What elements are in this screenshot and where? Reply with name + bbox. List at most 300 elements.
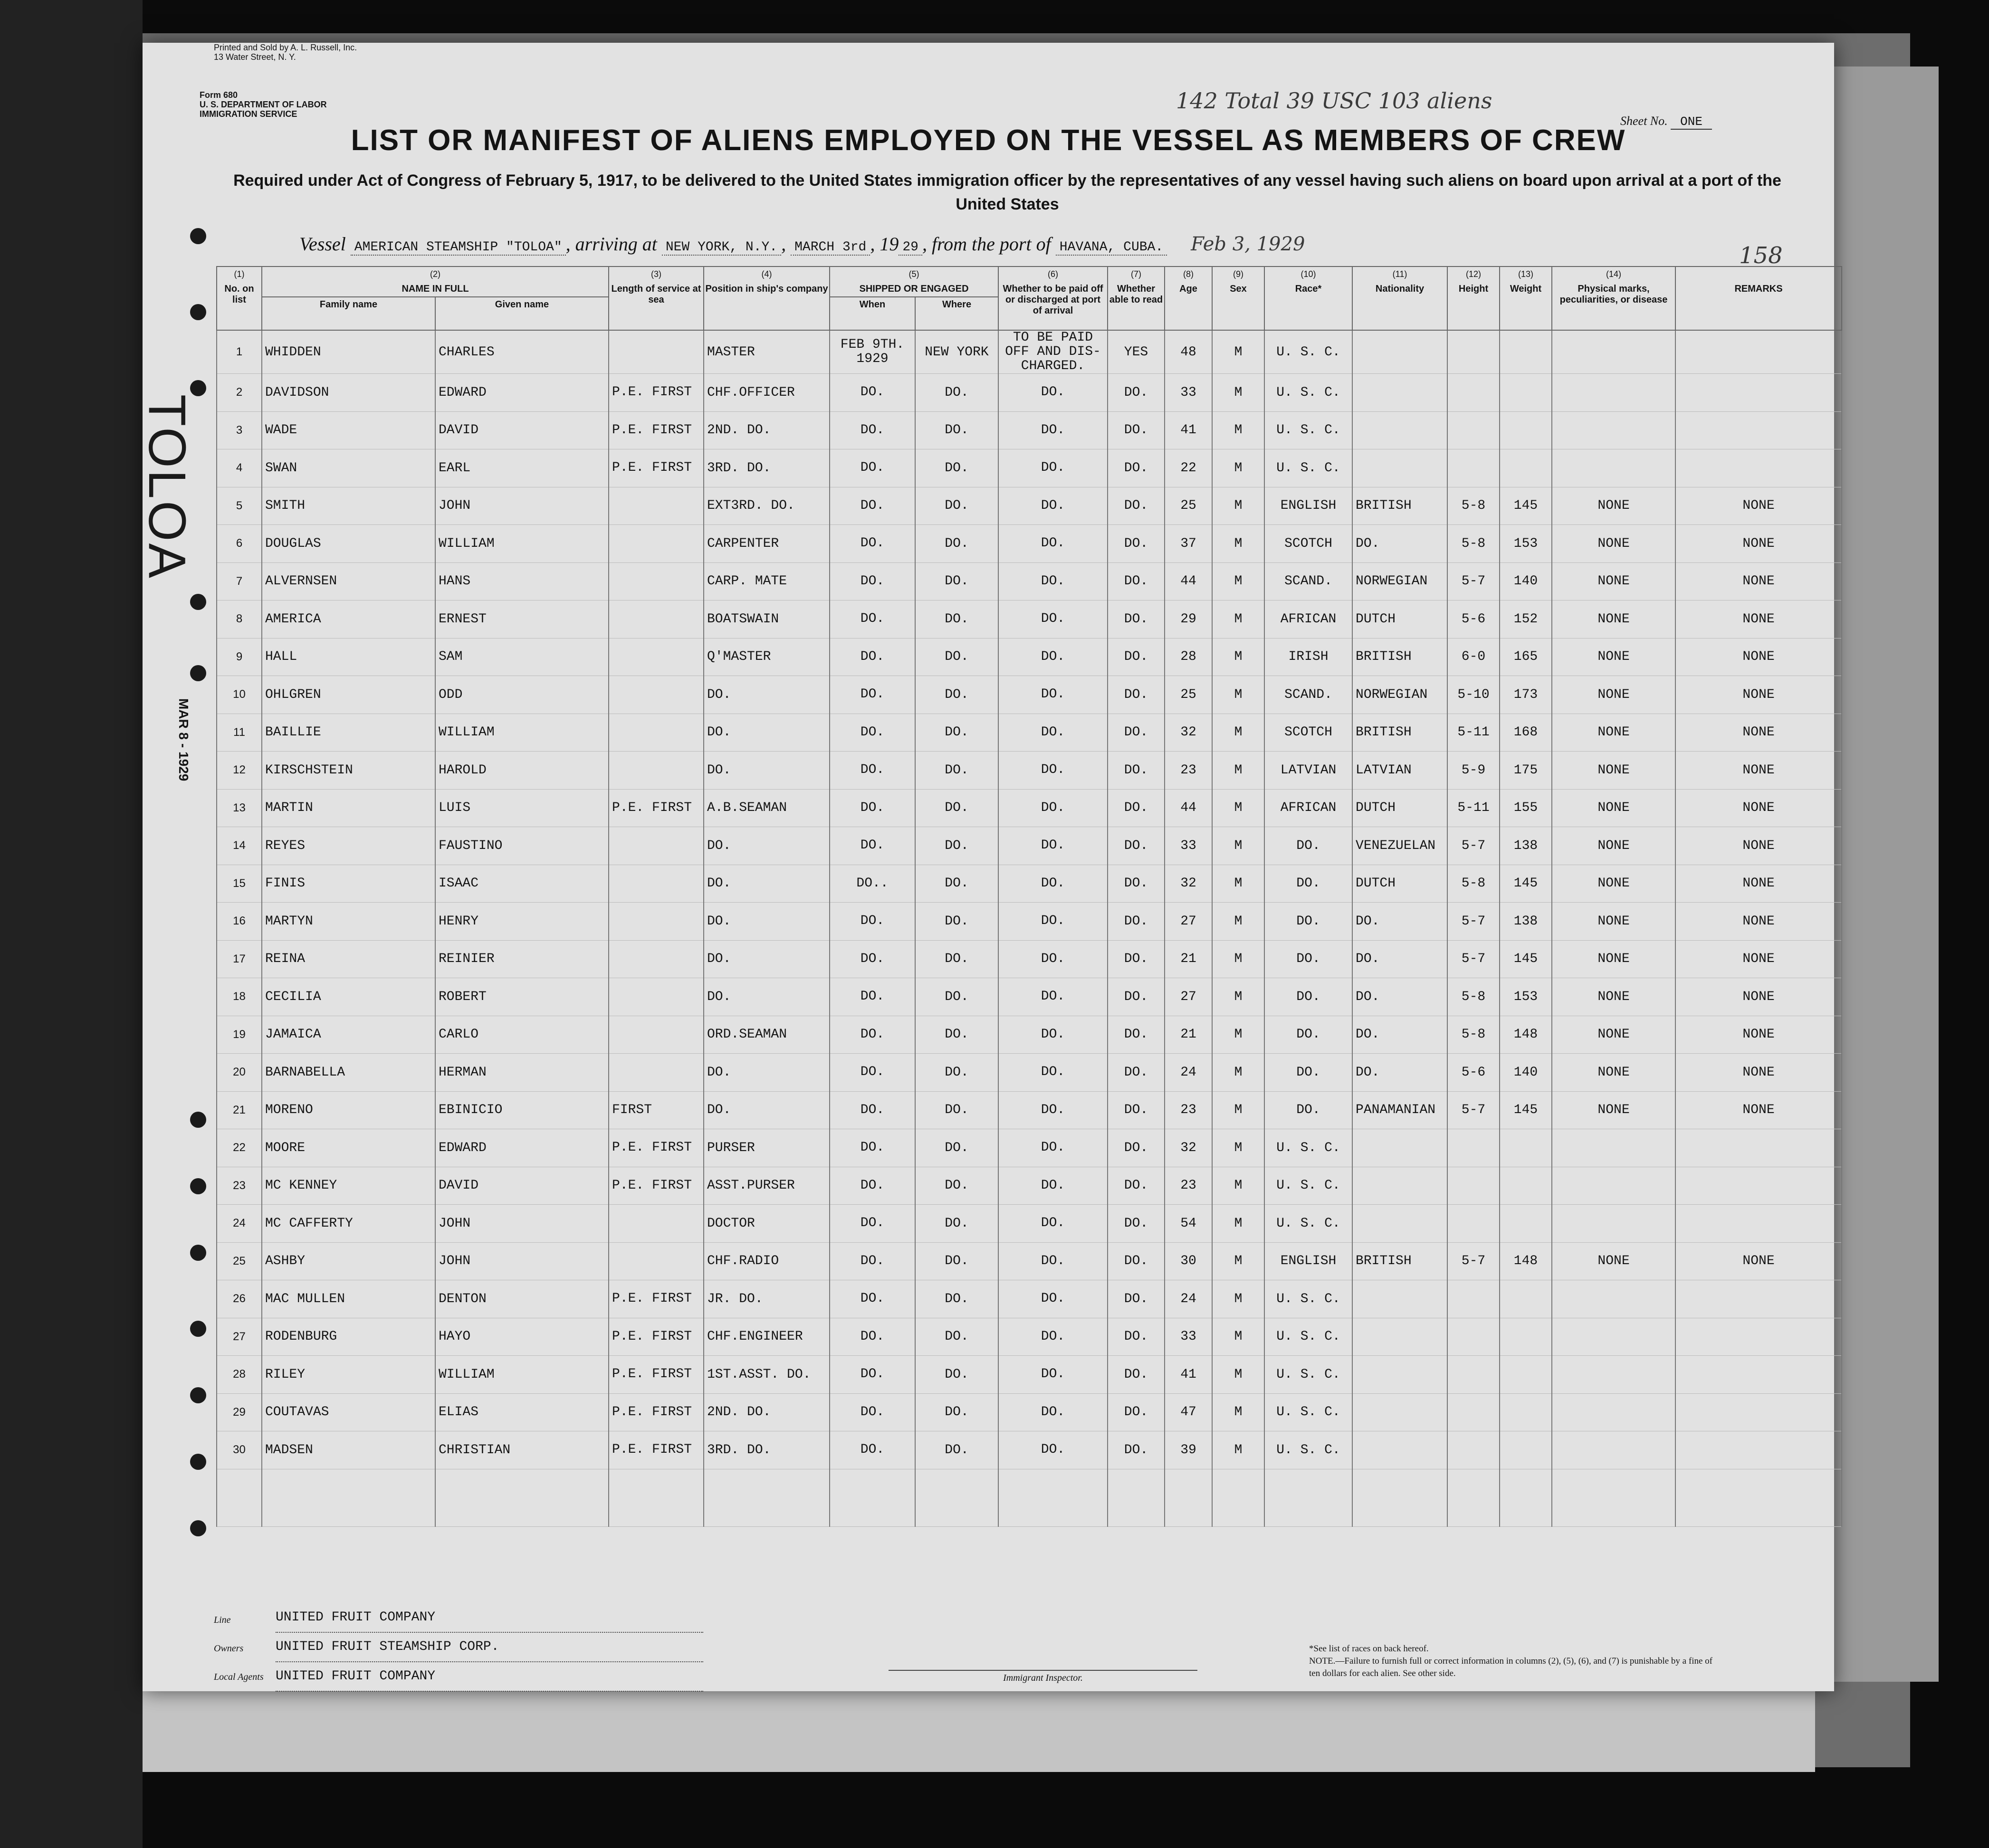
agents-label: Local Agents <box>214 1672 264 1682</box>
table-row <box>217 411 1842 449</box>
cell-paid: DO. <box>998 1016 1108 1054</box>
cell-given: DENTON <box>435 1280 609 1318</box>
cell-remarks <box>1675 1205 1842 1243</box>
cell-sex: M <box>1212 1318 1264 1356</box>
cell-remarks: NONE <box>1675 638 1842 676</box>
cell-weight <box>1500 449 1552 487</box>
cell-family: KIRSCHSTEIN <box>262 752 435 790</box>
cell-remarks <box>1675 1431 1842 1469</box>
cell-sex: M <box>1212 1091 1264 1129</box>
cell-age: 33 <box>1165 1318 1212 1356</box>
cell-paid: DO. <box>998 562 1108 600</box>
cell-given: HANS <box>435 562 609 600</box>
cell-no: 12 <box>217 752 262 790</box>
cell-paid: DO. <box>998 1091 1108 1129</box>
cell-race: DO. <box>1264 827 1352 865</box>
cell-age: 33 <box>1165 827 1212 865</box>
cell-age: 25 <box>1165 676 1212 714</box>
cell-family: REINA <box>262 940 435 978</box>
cell-when: DO. <box>830 1205 915 1243</box>
blank-cell <box>1212 1469 1264 1526</box>
cell-remarks <box>1675 330 1842 374</box>
cell-marks: NONE <box>1552 940 1675 978</box>
cell-service <box>609 600 704 638</box>
cell-service <box>609 330 704 374</box>
cell-position: DO. <box>704 714 830 752</box>
cell-sex: M <box>1212 1280 1264 1318</box>
cell-read: DO. <box>1108 789 1165 827</box>
cell-paid: DO. <box>998 1242 1108 1280</box>
cell-service: P.E. FIRST <box>609 1280 704 1318</box>
cell-when: DO. <box>830 638 915 676</box>
cell-remarks: NONE <box>1675 600 1842 638</box>
cell-when: DO. <box>830 562 915 600</box>
cell-nationality: BRITISH <box>1352 638 1447 676</box>
cell-no: 29 <box>217 1393 262 1431</box>
cell-no: 5 <box>217 487 262 525</box>
col-paid-header: (6) Whether to be paid off or discharged at port of arrival <box>998 267 1108 330</box>
cell-where: DO. <box>915 638 998 676</box>
cell-position: DO. <box>704 827 830 865</box>
blank-cell <box>1352 1469 1447 1526</box>
cell-given: EBINICIO <box>435 1091 609 1129</box>
cell-paid: DO. <box>998 1431 1108 1469</box>
cell-race: SCAND. <box>1264 562 1352 600</box>
cell-where: DO. <box>915 600 998 638</box>
cell-remarks <box>1675 411 1842 449</box>
cell-paid: DO. <box>998 676 1108 714</box>
cell-where: DO. <box>915 562 998 600</box>
cell-race: DO. <box>1264 1054 1352 1092</box>
cell-family: MARTIN <box>262 789 435 827</box>
cell-when: DO. <box>830 411 915 449</box>
cell-remarks <box>1675 1280 1842 1318</box>
cell-weight <box>1500 1167 1552 1205</box>
cell-service <box>609 487 704 525</box>
cell-given: JOHN <box>435 1242 609 1280</box>
table-row <box>217 978 1842 1016</box>
cell-family: BARNABELLA <box>262 1054 435 1092</box>
cell-read: DO. <box>1108 1205 1165 1243</box>
cell-read: YES <box>1108 330 1165 374</box>
cell-when: DO. <box>830 1054 915 1092</box>
cell-given: CHRISTIAN <box>435 1431 609 1469</box>
cell-where: DO. <box>915 865 998 903</box>
cell-nationality: BRITISH <box>1352 714 1447 752</box>
cell-family: BAILLIE <box>262 714 435 752</box>
cell-where: DO. <box>915 1242 998 1280</box>
cell-weight: 145 <box>1500 865 1552 903</box>
cell-where: DO. <box>915 1205 998 1243</box>
cell-nationality: DO. <box>1352 903 1447 941</box>
cell-read: DO. <box>1108 525 1165 563</box>
cell-age: 25 <box>1165 487 1212 525</box>
table-row <box>217 1091 1842 1129</box>
handwritten-date: Feb 3, 1929 <box>1191 233 1305 255</box>
cell-weight: 138 <box>1500 827 1552 865</box>
vessel-name: AMERICAN STEAMSHIP "TOLOA" <box>351 240 566 256</box>
cell-marks: NONE <box>1552 1016 1675 1054</box>
page-subtitle: Required under Act of Congress of February 5, 1917, to be delivered to the United States immigration officer by the representatives of any vessel having such aliens on board upon arrival at a port of the United States <box>233 171 1781 213</box>
cell-read: DO. <box>1108 449 1165 487</box>
binder-hole <box>190 1520 206 1536</box>
cell-given: WILLIAM <box>435 1356 609 1394</box>
cell-remarks: NONE <box>1675 676 1842 714</box>
binder-hole <box>190 380 206 396</box>
penalty-note: NOTE.—Failure to furnish full or correct information in columns (2), (5), (6), and (7) is punishable by a fine of ten dollars for each alien. See other side. <box>1309 1656 1712 1678</box>
cell-remarks: NONE <box>1675 1016 1842 1054</box>
cell-where: DO. <box>915 1280 998 1318</box>
cell-remarks: NONE <box>1675 562 1842 600</box>
cell-sex: M <box>1212 940 1264 978</box>
col-sex-header: (9) Sex <box>1212 267 1264 330</box>
cell-race: U. S. C. <box>1264 1356 1352 1394</box>
cell-no: 2 <box>217 374 262 412</box>
cell-position: EXT3RD. DO. <box>704 487 830 525</box>
cell-remarks <box>1675 1318 1842 1356</box>
table-row <box>217 1167 1842 1205</box>
cell-sex: M <box>1212 1431 1264 1469</box>
cell-age: 44 <box>1165 789 1212 827</box>
cell-remarks: NONE <box>1675 1242 1842 1280</box>
footer-note <box>1309 1643 1718 1680</box>
cell-nationality <box>1352 1205 1447 1243</box>
cell-nationality <box>1352 1167 1447 1205</box>
cell-when: DO. <box>830 487 915 525</box>
cell-height <box>1447 330 1500 374</box>
cell-service: P.E. FIRST <box>609 789 704 827</box>
cell-height: 5-11 <box>1447 789 1500 827</box>
cell-sex: M <box>1212 714 1264 752</box>
footer-values <box>276 1603 703 1692</box>
vessel-line: Vessel AMERICAN STEAMSHIP "TOLOA" , arriving at NEW YORK, N.Y. , MARCH 3rd , 19 29 , from the port of HAVANA, CUBA. Feb 3, 1929 <box>299 233 1305 255</box>
cell-marks <box>1552 1431 1675 1469</box>
blank-cell <box>998 1469 1108 1526</box>
cell-no: 26 <box>217 1280 262 1318</box>
cell-given: FAUSTINO <box>435 827 609 865</box>
cell-sex: M <box>1212 789 1264 827</box>
cell-service <box>609 562 704 600</box>
cell-no: 8 <box>217 600 262 638</box>
cell-height: 5-6 <box>1447 1054 1500 1092</box>
cell-nationality: PANAMANIAN <box>1352 1091 1447 1129</box>
table-row <box>217 1280 1842 1318</box>
table-row <box>217 487 1842 525</box>
cell-paid: DO. <box>998 789 1108 827</box>
cell-race: U. S. C. <box>1264 1205 1352 1243</box>
cell-sex: M <box>1212 1167 1264 1205</box>
cell-paid: DO. <box>998 978 1108 1016</box>
cell-read: DO. <box>1108 827 1165 865</box>
cell-no: 9 <box>217 638 262 676</box>
cell-nationality: BRITISH <box>1352 1242 1447 1280</box>
cell-height: 5-8 <box>1447 487 1500 525</box>
cell-position: ASST.PURSER <box>704 1167 830 1205</box>
table-row <box>217 1431 1842 1469</box>
cell-height: 5-7 <box>1447 562 1500 600</box>
cell-service: P.E. FIRST <box>609 449 704 487</box>
cell-marks: NONE <box>1552 1242 1675 1280</box>
cell-where: DO. <box>915 1393 998 1431</box>
cell-where: DO. <box>915 1167 998 1205</box>
cell-weight: 175 <box>1500 752 1552 790</box>
cell-read: DO. <box>1108 411 1165 449</box>
cell-no: 13 <box>217 789 262 827</box>
owners-label: Owners <box>214 1643 244 1654</box>
cell-remarks: NONE <box>1675 865 1842 903</box>
cell-age: 24 <box>1165 1280 1212 1318</box>
cell-no: 27 <box>217 1318 262 1356</box>
cell-given: REINIER <box>435 940 609 978</box>
cell-given: ODD <box>435 676 609 714</box>
table-row <box>217 940 1842 978</box>
cell-family: COUTAVAS <box>262 1393 435 1431</box>
cell-sex: M <box>1212 1393 1264 1431</box>
cell-service: P.E. FIRST <box>609 1318 704 1356</box>
cell-no: 30 <box>217 1431 262 1469</box>
col-nationality-header: (11) Nationality <box>1352 267 1447 330</box>
cell-read: DO. <box>1108 676 1165 714</box>
cell-paid: DO. <box>998 903 1108 941</box>
races-note: *See list of races on back hereof. <box>1309 1644 1429 1654</box>
cell-height <box>1447 374 1500 412</box>
cell-remarks: NONE <box>1675 487 1842 525</box>
cell-where: DO. <box>915 1054 998 1092</box>
cell-no: 23 <box>217 1167 262 1205</box>
cell-family: WADE <box>262 411 435 449</box>
cell-position: BOATSWAIN <box>704 600 830 638</box>
crew-manifest-table <box>216 266 1842 1527</box>
cell-weight: 140 <box>1500 562 1552 600</box>
cell-nationality: DO. <box>1352 525 1447 563</box>
cell-remarks: NONE <box>1675 752 1842 790</box>
blank-cell <box>1500 1469 1552 1526</box>
cell-nationality: DUTCH <box>1352 600 1447 638</box>
cell-service <box>609 752 704 790</box>
arriving-label: , arriving at <box>565 233 657 255</box>
cell-service <box>609 1242 704 1280</box>
cell-where: DO. <box>915 1016 998 1054</box>
cell-age: 41 <box>1165 1356 1212 1394</box>
cell-read: DO. <box>1108 865 1165 903</box>
cell-height <box>1447 1167 1500 1205</box>
cell-when: DO. <box>830 1356 915 1394</box>
cell-read: DO. <box>1108 1091 1165 1129</box>
inspector-signature-line: Immigrant Inspector. <box>889 1670 1197 1684</box>
cell-where: DO. <box>915 487 998 525</box>
table-row <box>217 1242 1842 1280</box>
cell-family: REYES <box>262 827 435 865</box>
binder-hole <box>190 1454 206 1470</box>
cell-position: DO. <box>704 752 830 790</box>
cell-race: U. S. C. <box>1264 1280 1352 1318</box>
cell-when: DO. <box>830 1167 915 1205</box>
cell-age: 41 <box>1165 411 1212 449</box>
cell-service: P.E. FIRST <box>609 1167 704 1205</box>
cell-weight <box>1500 374 1552 412</box>
cell-paid: DO. <box>998 525 1108 563</box>
cell-paid: DO. <box>998 1318 1108 1356</box>
cell-race: SCOTCH <box>1264 525 1352 563</box>
cell-race: SCAND. <box>1264 676 1352 714</box>
cell-remarks: NONE <box>1675 525 1842 563</box>
cell-age: 39 <box>1165 1431 1212 1469</box>
cell-sex: M <box>1212 638 1264 676</box>
cell-nationality <box>1352 411 1447 449</box>
cell-given: ELIAS <box>435 1393 609 1431</box>
table-row <box>217 562 1842 600</box>
cell-where: DO. <box>915 714 998 752</box>
cell-marks: NONE <box>1552 1091 1675 1129</box>
col-read-header: (7) Whether able to read <box>1108 267 1165 330</box>
cell-marks: NONE <box>1552 827 1675 865</box>
cell-race: LATVIAN <box>1264 752 1352 790</box>
cell-no: 10 <box>217 676 262 714</box>
table-row <box>217 827 1842 865</box>
table-row <box>217 752 1842 790</box>
cell-family: OHLGREN <box>262 676 435 714</box>
cell-when: DO. <box>830 1280 915 1318</box>
cell-sex: M <box>1212 1242 1264 1280</box>
cell-marks: NONE <box>1552 714 1675 752</box>
cell-race: U. S. C. <box>1264 1393 1352 1431</box>
cell-paid: DO. <box>998 1356 1108 1394</box>
cell-when: DO. <box>830 449 915 487</box>
cell-weight <box>1500 1280 1552 1318</box>
cell-read: DO. <box>1108 752 1165 790</box>
table-row <box>217 330 1842 374</box>
cell-sex: M <box>1212 525 1264 563</box>
cell-age: 23 <box>1165 1091 1212 1129</box>
cell-height: 5-7 <box>1447 1242 1500 1280</box>
cell-sex: M <box>1212 411 1264 449</box>
cell-where: DO. <box>915 676 998 714</box>
cell-race: IRISH <box>1264 638 1352 676</box>
cell-read: DO. <box>1108 1167 1165 1205</box>
blank-cell <box>1108 1469 1165 1526</box>
cell-weight: 153 <box>1500 978 1552 1016</box>
col-number-header: (1) No. on list <box>217 267 262 330</box>
cell-where: DO. <box>915 752 998 790</box>
cell-height: 6-0 <box>1447 638 1500 676</box>
cell-position: DO. <box>704 1091 830 1129</box>
cell-marks <box>1552 1318 1675 1356</box>
col-weight-header: (13) Weight <box>1500 267 1552 330</box>
table-row <box>217 865 1842 903</box>
cell-paid: DO. <box>998 411 1108 449</box>
cell-when: DO. <box>830 1016 915 1054</box>
cell-where: DO. <box>915 1318 998 1356</box>
page-title: LIST OR MANIFEST OF ALIENS EMPLOYED ON THE VESSEL AS MEMBERS OF CREW <box>351 124 1626 157</box>
cell-where: DO. <box>915 903 998 941</box>
cell-height: 5-7 <box>1447 903 1500 941</box>
printer-credit: Printed and Sold by A. L. Russell, Inc. 13 Water Street, N. Y. <box>214 43 357 62</box>
line-value: UNITED FRUIT COMPANY <box>276 1603 703 1633</box>
cell-when: DO. <box>830 1091 915 1129</box>
cell-family: MADSEN <box>262 1431 435 1469</box>
cell-no: 14 <box>217 827 262 865</box>
footer-labels <box>214 1606 264 1691</box>
cell-race: U. S. C. <box>1264 330 1352 374</box>
cell-paid: DO. <box>998 714 1108 752</box>
cell-where: DO. <box>915 449 998 487</box>
cell-nationality <box>1352 330 1447 374</box>
table-blank-row <box>217 1469 1842 1526</box>
cell-no: 4 <box>217 449 262 487</box>
cell-nationality: BRITISH <box>1352 487 1447 525</box>
blank-cell <box>915 1469 998 1526</box>
cell-position: DO. <box>704 903 830 941</box>
cell-nationality: NORWEGIAN <box>1352 676 1447 714</box>
cell-service: P.E. FIRST <box>609 411 704 449</box>
cell-position: PURSER <box>704 1129 830 1167</box>
cell-paid: DO. <box>998 940 1108 978</box>
cell-when: DO. <box>830 1393 915 1431</box>
cell-remarks: NONE <box>1675 978 1842 1016</box>
cell-read: DO. <box>1108 1016 1165 1054</box>
cell-position: 3RD. DO. <box>704 449 830 487</box>
cell-family: CECILIA <box>262 978 435 1016</box>
cell-marks: NONE <box>1552 865 1675 903</box>
cell-paid: DO. <box>998 1280 1108 1318</box>
cell-weight <box>1500 1356 1552 1394</box>
cell-weight: 165 <box>1500 638 1552 676</box>
cell-given: WILLIAM <box>435 714 609 752</box>
cell-position: 2ND. DO. <box>704 1393 830 1431</box>
blank-cell <box>1675 1469 1842 1526</box>
cell-no: 18 <box>217 978 262 1016</box>
col-given-name-header: Given name <box>435 297 609 330</box>
cell-weight: 148 <box>1500 1016 1552 1054</box>
cell-position: 3RD. DO. <box>704 1431 830 1469</box>
cell-age: 23 <box>1165 752 1212 790</box>
cell-race: U. S. C. <box>1264 449 1352 487</box>
cell-paid: DO. <box>998 865 1108 903</box>
cell-position: DO. <box>704 865 830 903</box>
cell-age: 47 <box>1165 1393 1212 1431</box>
cell-race: U. S. C. <box>1264 1431 1352 1469</box>
cell-read: DO. <box>1108 1129 1165 1167</box>
cell-height: 5-11 <box>1447 714 1500 752</box>
cell-age: 29 <box>1165 600 1212 638</box>
cell-family: MARTYN <box>262 903 435 941</box>
handwritten-totals: 142 Total 39 USC 103 aliens <box>1176 88 1492 114</box>
cell-sex: M <box>1212 600 1264 638</box>
cell-weight: 145 <box>1500 1091 1552 1129</box>
cell-no: 6 <box>217 525 262 563</box>
cell-weight: 148 <box>1500 1242 1552 1280</box>
blank-cell <box>1264 1469 1352 1526</box>
table-body <box>217 330 1842 1526</box>
blank-cell <box>704 1469 830 1526</box>
cell-paid: DO. <box>998 1167 1108 1205</box>
binder-hole <box>190 594 206 610</box>
table-row <box>217 449 1842 487</box>
arrival-port: NEW YORK, N.Y. <box>662 240 781 256</box>
cell-weight: 155 <box>1500 789 1552 827</box>
cell-when: DO. <box>830 940 915 978</box>
cell-marks: NONE <box>1552 676 1675 714</box>
table-header <box>217 267 1842 330</box>
cell-height: 5-7 <box>1447 827 1500 865</box>
cell-age: 22 <box>1165 449 1212 487</box>
cell-nationality: DO. <box>1352 1054 1447 1092</box>
cell-no: 17 <box>217 940 262 978</box>
cell-marks <box>1552 1280 1675 1318</box>
col-height-header: (12) Height <box>1447 267 1500 330</box>
cell-no: 28 <box>217 1356 262 1394</box>
cell-age: 28 <box>1165 638 1212 676</box>
